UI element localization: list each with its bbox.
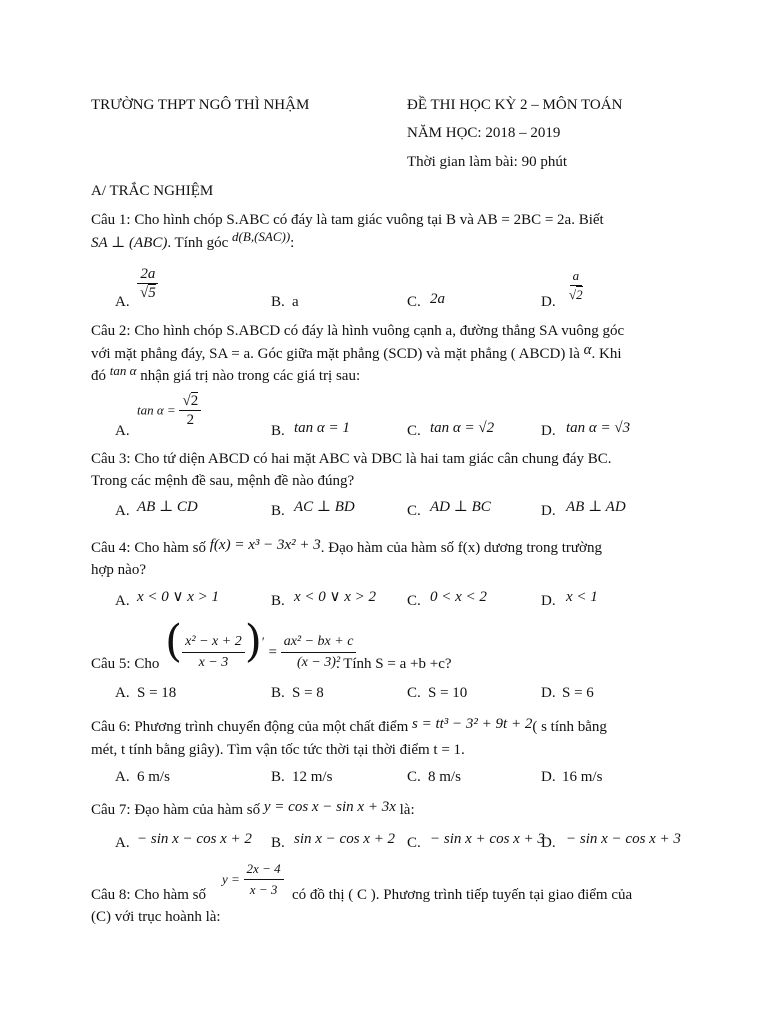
q8-function: y = $\frac{2x - 4}{x - 3}$ xyxy=(222,859,284,900)
q4-label-b: B. xyxy=(271,593,285,609)
q5-label-b: B. xyxy=(271,685,285,701)
q8-line2: (C) với trục hoành là: xyxy=(91,909,221,925)
q4-text-end: . Đạo hàm của hàm số f(x) dương trong trường xyxy=(320,540,602,556)
school-year: NĂM HỌC: 2018 – 2019 xyxy=(407,125,561,141)
school-name: TRƯỜNG THPT NGÔ THÌ NHẬM xyxy=(91,97,310,113)
q6-text-start: Câu 6: Phương trình chuyển động của một chất điểm xyxy=(91,719,409,735)
q1-line2 xyxy=(91,229,295,253)
q2-alpha: α xyxy=(583,342,592,358)
q5-answer-a: S = 18 xyxy=(137,685,177,701)
q6-label-d: D. xyxy=(541,769,556,785)
q1-math-sa-perp: SA ⊥ (ABC) xyxy=(91,235,168,251)
q1-answer-a: $\frac{2a}{√5}$ xyxy=(137,265,159,302)
q7-label-a: A. xyxy=(115,835,130,851)
q1-label-a: A. xyxy=(115,294,130,310)
q2-label-b: B. xyxy=(271,423,285,439)
q7-line1 xyxy=(91,800,415,820)
q2-text-3: nhận giá trị nào trong các giá trị sau: xyxy=(140,368,361,384)
q2-do: đó xyxy=(91,368,106,384)
q7-answer-b: sin x − cos x + 2 xyxy=(294,831,396,847)
q1-answer-c: 2a xyxy=(430,291,445,307)
q6-answer-a: 6 m/s xyxy=(137,769,170,785)
q7-function: y = cos x − sin x + 3x xyxy=(263,799,396,815)
q3-label-c: C. xyxy=(407,503,421,519)
q1-math-distance: d(B,(SAC)) xyxy=(232,229,291,244)
q2-tan-alpha: tan α xyxy=(109,363,137,378)
q3-label-a: A. xyxy=(115,503,130,519)
q6-answer-d: 16 m/s xyxy=(562,769,603,785)
q7-label-c: C. xyxy=(407,835,421,851)
q1-text: . Tính góc xyxy=(167,235,229,251)
q4-text-start: Câu 4: Cho hàm số xyxy=(91,540,206,556)
q3-answer-a: AB ⊥ CD xyxy=(137,499,198,515)
q8-line1-end: có đồ thị ( C ). Phương trình tiếp tuyến tại giao điểm của xyxy=(292,887,633,903)
q7-answer-c: − sin x + cos x + 3 xyxy=(430,831,545,847)
q6-motion-equation: s = tt³ − 3² + 9t + 2 xyxy=(412,716,533,732)
q6-label-c: C. xyxy=(407,769,421,785)
q5-label-d: D. xyxy=(541,685,556,701)
q3-answer-c: AD ⊥ BC xyxy=(430,499,491,515)
q3-answer-d: AB ⊥ AD xyxy=(566,499,626,515)
q8-prefix: Câu 8: Cho hàm số xyxy=(91,887,206,903)
q7-text-end: là: xyxy=(399,802,415,818)
q3-line2: Trong các mệnh đề sau, mệnh đề nào đúng? xyxy=(91,473,355,489)
exam-duration: Thời gian làm bài: 90 phút xyxy=(407,154,567,170)
q2-line3 xyxy=(91,363,361,386)
q4-label-a: A. xyxy=(115,593,130,609)
q6-label-b: B. xyxy=(271,769,285,785)
q5-answer-b: S = 8 xyxy=(292,685,324,701)
q4-function: f(x) = x³ − 3x² + 3 xyxy=(209,537,321,553)
q6-answer-c: 8 m/s xyxy=(428,769,461,785)
q3-label-b: B. xyxy=(271,503,285,519)
q3-line1: Câu 3: Cho tứ diện ABCD có hai mặt ABC và DBC là hai tam giác cân chung đáy BC. xyxy=(91,451,612,467)
q2-label-c: C. xyxy=(407,423,421,439)
q1-colon: : xyxy=(290,235,295,251)
q4-label-c: C. xyxy=(407,593,421,609)
q2-answer-d: tan α = √3 xyxy=(566,420,631,436)
q1-label-c: C. xyxy=(407,294,421,310)
q6-answer-b: 12 m/s xyxy=(292,769,333,785)
q2-answer-c: tan α = √2 xyxy=(430,420,495,436)
q2-label-a: A. xyxy=(115,423,130,439)
q5-derivative-expression: ( $\frac{\text{x² − x + 2}}{x - 3}$ )′ = $\frac{\text{ax² − bx + c}}{\text{(x − 3)²}}$ xyxy=(165,620,356,675)
q2-label-d: D. xyxy=(541,423,556,439)
q2-answer-a: tan α = $\frac{√2}{2}$ xyxy=(137,392,201,429)
q2-line2 xyxy=(91,344,622,364)
q6-text-end: ( s tính bằng xyxy=(532,719,607,735)
q5-question: . Tính S = a +b +c? xyxy=(336,656,452,672)
q6-line1 xyxy=(91,717,607,737)
q1-answer-b: a xyxy=(292,294,299,310)
q5-answer-c: S = 10 xyxy=(428,685,468,701)
q1-label-d: D. xyxy=(541,294,556,310)
q4-answer-c: 0 < x < 2 xyxy=(430,589,487,605)
q2-text-end: . Khi xyxy=(591,346,622,362)
q5-label-a: A. xyxy=(115,685,130,701)
q7-answer-d: − sin x − cos x + 3 xyxy=(566,831,681,847)
q4-answer-d: x < 1 xyxy=(566,589,598,605)
q7-answer-a: − sin x − cos x + 2 xyxy=(137,831,252,847)
q6-label-a: A. xyxy=(115,769,130,785)
q7-text-start: Câu 7: Đạo hàm của hàm số xyxy=(91,802,261,818)
q1-label-b: B. xyxy=(271,294,285,310)
q1-answer-d: $\frac{a}{√2}$ xyxy=(569,268,583,302)
q2-line1: Câu 2: Cho hình chóp S.ABCD có đáy là hình vuông cạnh a, đường thẳng SA vuông góc xyxy=(91,323,625,339)
q5-answer-d: S = 6 xyxy=(562,685,594,701)
q2-answer-b: tan α = 1 xyxy=(294,420,350,436)
q2-text: với mặt phẳng đáy, SA = a. Góc giữa mặt phẳng (SCD) và mặt phẳng ( ABCD) là xyxy=(91,346,580,362)
q5-label-c: C. xyxy=(407,685,421,701)
q3-label-d: D. xyxy=(541,503,556,519)
q4-line1 xyxy=(91,538,602,558)
q4-answer-b: x < 0 ∨ x > 2 xyxy=(294,589,377,605)
q1-line1: Câu 1: Cho hình chóp S.ABC có đáy là tam giác vuông tại B và AB = 2BC = 2a. Biết xyxy=(91,212,604,228)
q6-line2: mét, t tính bằng giây). Tìm vận tốc tức thời tại thời điểm t = 1. xyxy=(91,742,465,758)
q4-label-d: D. xyxy=(541,593,556,609)
q4-line2: hợp nào? xyxy=(91,562,146,578)
q3-answer-b: AC ⊥ BD xyxy=(294,499,355,515)
q4-answer-a: x < 0 ∨ x > 1 xyxy=(137,589,220,605)
q7-label-d: D. xyxy=(541,835,556,851)
exam-title: ĐỀ THI HỌC KỲ 2 – MÔN TOÁN xyxy=(407,97,623,113)
q5-prefix: Câu 5: Cho xyxy=(91,656,160,672)
section-title: A/ TRẮC NGHIỆM xyxy=(91,183,214,199)
q7-label-b: B. xyxy=(271,835,285,851)
